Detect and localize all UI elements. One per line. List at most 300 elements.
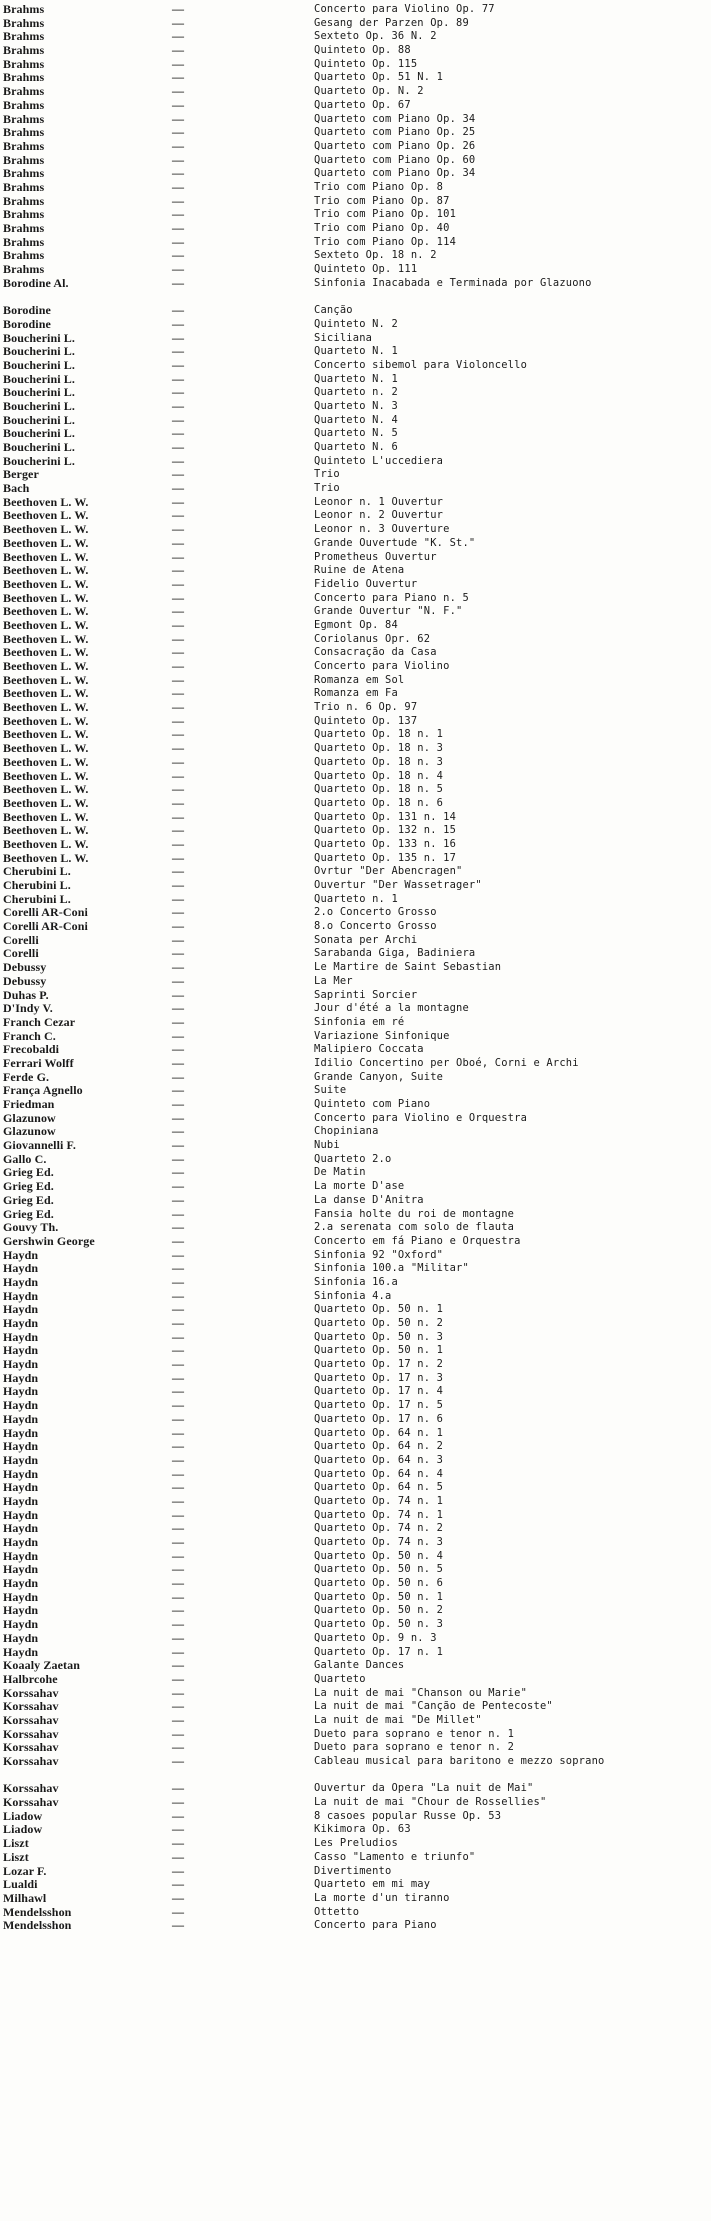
separator-dash: —	[172, 1589, 184, 1604]
separator-dash: —	[172, 1097, 184, 1112]
list-item	[0, 154, 711, 168]
composer-name: Haydn	[3, 1576, 39, 1591]
list-item	[0, 1796, 711, 1810]
work-title: Quarteto Op. 18 n. 1	[314, 728, 444, 741]
composer-name: Korssahav	[3, 1795, 59, 1810]
list-item	[0, 715, 711, 729]
work-title: Quarteto Op. 64 n. 4	[314, 1467, 444, 1480]
list-item	[0, 1659, 711, 1673]
separator-dash: —	[172, 617, 184, 632]
list-item	[0, 1043, 711, 1057]
separator-dash: —	[172, 152, 184, 167]
composer-name: Beethoven L. W.	[3, 672, 89, 687]
separator-dash: —	[172, 1658, 184, 1673]
list-item	[0, 592, 711, 606]
composer-name: Brahms	[3, 84, 45, 99]
work-title: Divertimento	[314, 1864, 392, 1877]
list-item	[0, 359, 711, 373]
composer-name: Liszt	[3, 1849, 29, 1864]
list-item	[0, 1837, 711, 1851]
list-item	[0, 1700, 711, 1714]
list-item	[0, 1823, 711, 1837]
separator-dash: —	[172, 727, 184, 742]
work-title: Leonor n. 3 Ouverture	[314, 523, 450, 536]
work-title: Ovrtur "Der Abencragen"	[314, 865, 463, 878]
work-title: Quinteto N. 2	[314, 317, 398, 330]
separator-dash: —	[172, 1411, 184, 1426]
separator-dash: —	[172, 1712, 184, 1727]
work-title: Romanza em Fa	[314, 687, 398, 700]
work-title: Coriolanus Opr. 62	[314, 632, 431, 645]
work-title: Quinteto Op. 115	[314, 57, 418, 70]
list-item	[0, 1057, 711, 1071]
composer-name: Boucherini L.	[3, 344, 75, 359]
composer-name: Beethoven L. W.	[3, 522, 89, 537]
list-item	[0, 1646, 711, 1660]
separator-dash: —	[172, 275, 184, 290]
separator-dash: —	[172, 590, 184, 605]
work-title: Quarteto N. 1	[314, 345, 398, 358]
work-title: Quarteto Op. 50 n. 6	[314, 1577, 444, 1590]
work-title: Quarteto Op. 64 n. 5	[314, 1481, 444, 1494]
composer-name: Boucherini L.	[3, 371, 75, 386]
composer-name: Beethoven L. W.	[3, 659, 89, 674]
separator-dash: —	[172, 494, 184, 509]
list-item	[0, 482, 711, 496]
list-item	[0, 318, 711, 332]
work-title: Dueto para soprano e tenor n. 1	[314, 1727, 515, 1740]
separator-dash: —	[172, 398, 184, 413]
list-item	[0, 345, 711, 359]
list-item	[0, 879, 711, 893]
separator-dash: —	[172, 303, 184, 318]
list-item	[0, 633, 711, 647]
list-item	[0, 1166, 711, 1180]
separator-dash: —	[172, 1343, 184, 1358]
separator-dash: —	[172, 70, 184, 85]
composer-name: Borodine	[3, 303, 51, 318]
separator-dash: —	[172, 1014, 184, 1029]
work-title: La nuit de mai "Chour de Rossellies"	[314, 1796, 547, 1809]
composer-name: Berger	[3, 467, 39, 482]
separator-dash: —	[172, 1288, 184, 1303]
work-title: Galante Dances	[314, 1659, 405, 1672]
list-item	[0, 1919, 711, 1933]
list-item	[0, 277, 711, 304]
work-title: Quarteto Op. 74 n. 1	[314, 1494, 444, 1507]
separator-dash: —	[172, 166, 184, 181]
work-title: Quarteto Op. 64 n. 3	[314, 1453, 444, 1466]
work-title: Grande Ouvertur "N. F."	[314, 605, 463, 618]
separator-dash: —	[172, 1001, 184, 1016]
work-title: 8 casoes popular Russe Op. 53	[314, 1809, 502, 1822]
work-title: Quarteto com Piano Op. 25	[314, 126, 476, 139]
separator-dash: —	[172, 1124, 184, 1139]
work-title: Trio	[314, 468, 340, 481]
list-item	[0, 427, 711, 441]
work-title: 8.o Concerto Grosso	[314, 920, 437, 933]
work-title: Quarteto Op. 51 N. 1	[314, 71, 444, 84]
separator-dash: —	[172, 1521, 184, 1536]
work-title: Quarteto Op. 64 n. 1	[314, 1426, 444, 1439]
composer-name: Mendelsshon	[3, 1904, 72, 1919]
separator-dash: —	[172, 1863, 184, 1878]
list-item	[0, 920, 711, 934]
composer-name: Beethoven L. W.	[3, 795, 89, 810]
work-title: Quarteto n. 2	[314, 386, 398, 399]
composer-name: Haydn	[3, 1411, 39, 1426]
separator-dash: —	[172, 782, 184, 797]
separator-dash: —	[172, 645, 184, 660]
list-item	[0, 332, 711, 346]
work-title: Les Preludios	[314, 1837, 398, 1850]
composer-name: Glazunow	[3, 1110, 56, 1125]
separator-dash: —	[172, 508, 184, 523]
composer-name: Grieg Ed.	[3, 1192, 54, 1207]
separator-dash: —	[172, 481, 184, 496]
work-title: Concerto para Piano	[314, 1919, 437, 1932]
composer-name: Haydn	[3, 1548, 39, 1563]
composer-name: Glazunow	[3, 1124, 56, 1139]
separator-dash: —	[172, 234, 184, 249]
work-title: Quinteto Op. 111	[314, 263, 418, 276]
work-title: Canção	[314, 304, 353, 317]
work-title: Sinfonia em ré	[314, 1015, 405, 1028]
composer-name: Corelli	[3, 946, 39, 961]
separator-dash: —	[172, 15, 184, 30]
separator-dash: —	[172, 700, 184, 715]
separator-dash: —	[172, 1562, 184, 1577]
composer-name: Korssahav	[3, 1712, 59, 1727]
separator-dash: —	[172, 1808, 184, 1823]
list-item	[0, 852, 711, 866]
separator-dash: —	[172, 741, 184, 756]
list-item	[0, 400, 711, 414]
work-title: Trio	[314, 482, 340, 495]
work-title: Quarteto 2.o	[314, 1152, 392, 1165]
separator-dash: —	[172, 864, 184, 879]
separator-dash: —	[172, 1890, 184, 1905]
work-title: Idilio Concertino per Oboé, Corni e Archi	[314, 1056, 579, 1069]
separator-dash: —	[172, 1740, 184, 1755]
composer-name: Brahms	[3, 138, 45, 153]
composer-name: Haydn	[3, 1521, 39, 1536]
list-item	[0, 249, 711, 263]
list-item	[0, 1878, 711, 1892]
work-title: Quarteto Op. 17 n. 5	[314, 1399, 444, 1412]
list-item	[0, 564, 711, 578]
work-title: Leonor n. 1 Ouvertur	[314, 495, 444, 508]
work-title: Quinteto Op. 137	[314, 714, 418, 727]
separator-dash: —	[172, 221, 184, 235]
composer-name: Brahms	[3, 97, 45, 112]
separator-dash: —	[172, 1822, 184, 1837]
separator-dash: —	[172, 426, 184, 441]
composer-name: Friedman	[3, 1097, 55, 1112]
composer-name: Haydn	[3, 1562, 39, 1577]
work-title: Sinfonia 4.a	[314, 1289, 392, 1302]
list-item	[0, 865, 711, 879]
work-title: Ouvertur da Opera "La nuit de Mai"	[314, 1782, 534, 1795]
list-item	[0, 660, 711, 674]
composer-name: Haydn	[3, 1439, 39, 1454]
composer-name: Haydn	[3, 1644, 39, 1659]
list-item	[0, 1550, 711, 1564]
list-item	[0, 1317, 711, 1331]
work-title: Quinteto L'uccediera	[314, 454, 444, 467]
composer-name: Beethoven L. W.	[3, 836, 89, 851]
work-title: Quarteto Op. 18 n. 3	[314, 755, 444, 768]
list-item	[0, 605, 711, 619]
separator-dash: —	[172, 1425, 184, 1440]
separator-dash: —	[172, 836, 184, 851]
work-title: Quarteto Op. 64 n. 2	[314, 1440, 444, 1453]
work-title: 2.a serenata com solo de flauta	[314, 1221, 515, 1234]
list-item	[0, 893, 711, 907]
list-item	[0, 811, 711, 825]
composer-name: Korssahav	[3, 1740, 59, 1755]
composer-name: Haydn	[3, 1329, 39, 1344]
separator-dash: —	[172, 1069, 184, 1084]
composer-name: Beethoven L. W.	[3, 631, 89, 646]
repertoire-list	[0, 3, 711, 1933]
composer-name: Brahms	[3, 262, 45, 277]
list-item	[0, 1810, 711, 1824]
list-item	[0, 263, 711, 277]
work-title: Quarteto Op. 50 n. 3	[314, 1618, 444, 1631]
list-item	[0, 1495, 711, 1509]
composer-name: Brahms	[3, 221, 45, 235]
composer-name: Haydn	[3, 1589, 39, 1604]
list-item	[0, 975, 711, 989]
separator-dash: —	[172, 672, 184, 687]
composer-name: Beethoven L. W.	[3, 563, 89, 578]
work-title: Concerto sibemol para Violoncello	[314, 358, 528, 371]
work-title: Trio com Piano Op. 101	[314, 208, 457, 221]
separator-dash: —	[172, 440, 184, 455]
separator-dash: —	[172, 535, 184, 550]
separator-dash: —	[172, 1918, 184, 1933]
composer-name: Brahms	[3, 179, 45, 194]
work-title: Quarteto Op. 50 n. 4	[314, 1549, 444, 1562]
composer-name: Brahms	[3, 152, 45, 167]
composer-name: Beethoven L. W.	[3, 508, 89, 523]
composer-name: Lozar F.	[3, 1863, 47, 1878]
composer-name: Beethoven L. W.	[3, 754, 89, 769]
list-item	[0, 674, 711, 688]
work-title: La Mer	[314, 974, 353, 987]
composer-name: Beethoven L. W.	[3, 741, 89, 756]
separator-dash: —	[172, 43, 184, 58]
separator-dash: —	[172, 932, 184, 947]
composer-name: Koaaly Zaetan	[3, 1658, 80, 1673]
separator-dash: —	[172, 1644, 184, 1659]
work-title: Saprinti Sorcier	[314, 988, 418, 1001]
work-title: Quarteto Op. 17 n. 3	[314, 1371, 444, 1384]
work-title: Quarteto Op. 18 n. 6	[314, 796, 444, 809]
work-title: Concerto para Violino e Orquestra	[314, 1111, 528, 1124]
composer-name: Debussy	[3, 960, 47, 975]
composer-name: Beethoven L. W.	[3, 850, 89, 865]
separator-dash: —	[172, 946, 184, 961]
list-item	[0, 1235, 711, 1249]
composer-name: Brahms	[3, 248, 45, 263]
list-item	[0, 646, 711, 660]
composer-name: Haydn	[3, 1466, 39, 1481]
composer-name: Haydn	[3, 1480, 39, 1495]
separator-dash: —	[172, 1179, 184, 1194]
separator-dash: —	[172, 1357, 184, 1372]
work-title: Quarteto Op. 50 n. 2	[314, 1604, 444, 1617]
separator-dash: —	[172, 1439, 184, 1454]
work-title: Quinteto Op. 88	[314, 44, 411, 57]
composer-name: Brahms	[3, 15, 45, 30]
separator-dash: —	[172, 1849, 184, 1864]
list-item	[0, 1481, 711, 1495]
separator-dash: —	[172, 1329, 184, 1344]
list-item	[0, 236, 711, 250]
work-title: Quarteto Op. 18 n. 5	[314, 783, 444, 796]
separator-dash: —	[172, 1370, 184, 1385]
separator-dash: —	[172, 754, 184, 769]
composer-name: Haydn	[3, 1603, 39, 1618]
composer-name: Frecobaldi	[3, 1042, 60, 1057]
list-item	[0, 934, 711, 948]
separator-dash: —	[172, 1261, 184, 1276]
work-title: Egmont Op. 84	[314, 618, 398, 631]
list-item	[0, 1536, 711, 1550]
separator-dash: —	[172, 1671, 184, 1686]
composer-name: Brahms	[3, 111, 45, 126]
separator-dash: —	[172, 1603, 184, 1618]
composer-name: Mendelsshon	[3, 1918, 72, 1933]
list-item	[0, 783, 711, 797]
list-item	[0, 838, 711, 852]
work-title: Quarteto com Piano Op. 34	[314, 112, 476, 125]
list-item	[0, 496, 711, 510]
list-item	[0, 1673, 711, 1687]
work-title: Quarteto Op. 17 n. 2	[314, 1358, 444, 1371]
list-item	[0, 551, 711, 565]
composer-name: Haydn	[3, 1398, 39, 1413]
composer-name: Boucherini L.	[3, 426, 75, 441]
separator-dash: —	[172, 1110, 184, 1125]
list-item	[0, 1249, 711, 1263]
separator-dash: —	[172, 193, 184, 208]
composer-name: Boucherini L.	[3, 385, 75, 400]
work-title: Gesang der Parzen Op. 89	[314, 16, 469, 29]
separator-dash: —	[172, 1836, 184, 1851]
separator-dash: —	[172, 1466, 184, 1481]
separator-dash: —	[172, 262, 184, 277]
list-item	[0, 1112, 711, 1126]
separator-dash: —	[172, 1398, 184, 1413]
work-title: De Matin	[314, 1166, 366, 1179]
work-title: Dueto para soprano e tenor n. 2	[314, 1741, 515, 1754]
separator-dash: —	[172, 2, 184, 16]
work-title: Quarteto em mi may	[314, 1878, 431, 1891]
separator-dash: —	[172, 84, 184, 99]
separator-dash: —	[172, 823, 184, 838]
composer-name: Grieg Ed.	[3, 1206, 54, 1221]
work-title: Quarteto Op. 50 n. 5	[314, 1563, 444, 1576]
list-item	[0, 30, 711, 44]
separator-dash: —	[172, 604, 184, 619]
work-title: Sinfonia Inacabada e Terminada por Glazuono	[314, 276, 592, 289]
work-title: Quarteto	[314, 1672, 366, 1685]
composer-name: Haydn	[3, 1370, 39, 1385]
list-item	[0, 1468, 711, 1482]
composer-name: Haydn	[3, 1343, 39, 1358]
composer-name: Haydn	[3, 1302, 39, 1317]
list-item	[0, 468, 711, 482]
work-title: Quarteto N. 6	[314, 441, 398, 454]
list-item	[0, 3, 711, 17]
list-item	[0, 578, 711, 592]
composer-name: Boucherini L.	[3, 398, 75, 413]
composer-name: Borodine	[3, 316, 51, 331]
composer-name: Brahms	[3, 234, 45, 249]
list-item	[0, 1208, 711, 1222]
separator-dash: —	[172, 1220, 184, 1235]
composer-name: Beethoven L. W.	[3, 590, 89, 605]
work-title: Le Martire de Saint Sebastian	[314, 961, 502, 974]
list-item	[0, 1180, 711, 1194]
separator-dash: —	[172, 809, 184, 824]
separator-dash: —	[172, 1507, 184, 1522]
composer-name: Beethoven L. W.	[3, 727, 89, 742]
composer-name: Beethoven L. W.	[3, 782, 89, 797]
work-title: La nuit de mai "Canção de Pentecoste"	[314, 1700, 553, 1713]
list-item	[0, 113, 711, 127]
list-item	[0, 1303, 711, 1317]
list-item	[0, 1125, 711, 1139]
work-title: Quinteto com Piano	[314, 1098, 431, 1111]
composer-name: Haydn	[3, 1384, 39, 1399]
separator-dash: —	[172, 563, 184, 578]
work-title: Casso "Lamento e triunfo"	[314, 1850, 476, 1863]
composer-name: Boucherini L.	[3, 330, 75, 345]
composer-name: Beethoven L. W.	[3, 700, 89, 715]
list-item	[0, 1331, 711, 1345]
list-item	[0, 1427, 711, 1441]
composer-name: D'Indy V.	[3, 1001, 53, 1016]
composer-name: Brahms	[3, 70, 45, 85]
work-title: Quarteto Op. 132 n. 15	[314, 824, 457, 837]
list-item	[0, 1084, 711, 1098]
list-item	[0, 1413, 711, 1427]
work-title: Quarteto Op. 67	[314, 98, 411, 111]
separator-dash: —	[172, 1206, 184, 1221]
composer-name: Haydn	[3, 1493, 39, 1508]
list-item	[0, 441, 711, 455]
composer-name: Brahms	[3, 207, 45, 222]
composer-name: Haydn	[3, 1316, 39, 1331]
separator-dash: —	[172, 1274, 184, 1289]
separator-dash: —	[172, 179, 184, 194]
work-title: Trio com Piano Op. 114	[314, 235, 457, 248]
list-item	[0, 1522, 711, 1536]
composer-name: Korssahav	[3, 1685, 59, 1700]
work-title: Quarteto N. 5	[314, 427, 398, 440]
work-title: Sinfonia 100.a "Militar"	[314, 1262, 469, 1275]
work-title: Sarabanda Giga, Badiniera	[314, 947, 476, 960]
work-title: Malipiero Coccata	[314, 1043, 424, 1056]
work-title: Quarteto com Piano Op. 26	[314, 139, 476, 152]
separator-dash: —	[172, 1384, 184, 1399]
list-item	[0, 824, 711, 838]
separator-dash: —	[172, 412, 184, 427]
